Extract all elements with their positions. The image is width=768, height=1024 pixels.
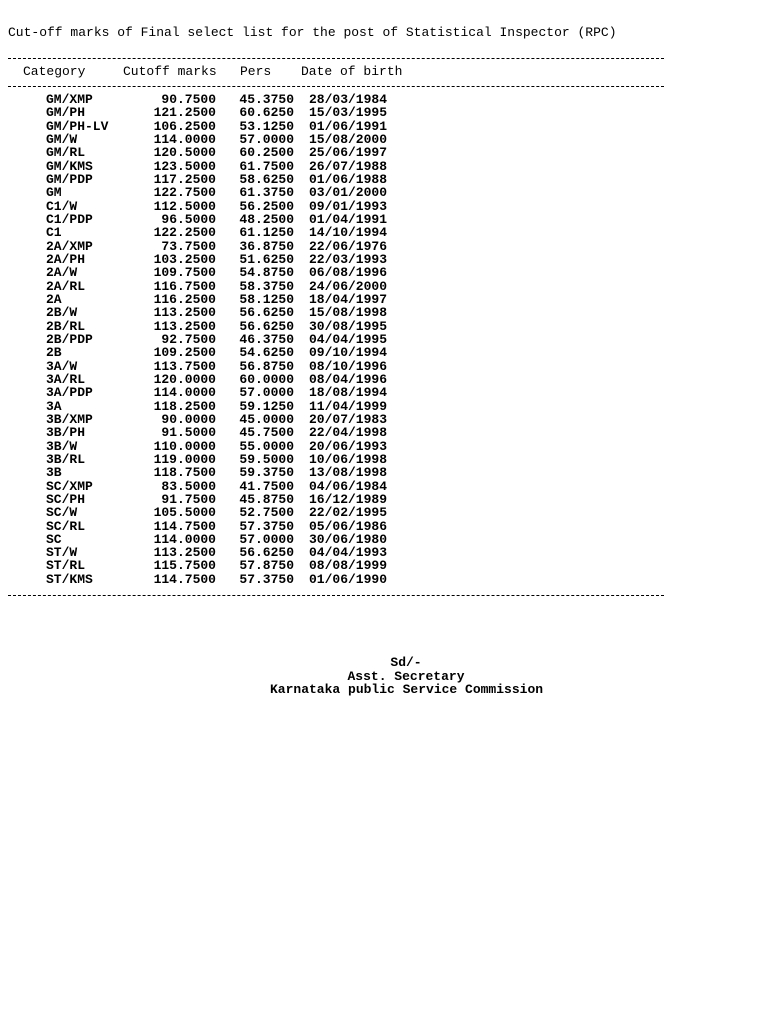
row-category: 3B/RL <box>46 451 86 467</box>
row-pers: 56.6250 <box>239 305 294 321</box>
row-category: 3B/W <box>46 438 78 454</box>
row-cutoff-marks: 106.2500 <box>153 118 216 134</box>
row-category: 3A/W <box>46 358 78 374</box>
row-date-of-birth: 14/10/1994 <box>309 225 388 241</box>
row-pers: 57.8750 <box>239 558 294 574</box>
row-pers: 60.2500 <box>239 145 294 161</box>
row-pers: 55.0000 <box>239 438 294 454</box>
table-row <box>0 333 768 346</box>
row-date-of-birth: 30/06/1980 <box>309 531 388 547</box>
row-category: ST/W <box>46 545 78 561</box>
row-pers: 58.1250 <box>239 291 294 307</box>
row-category: C1/W <box>46 198 78 214</box>
row-pers: 57.3750 <box>239 518 294 534</box>
table-row <box>0 160 768 173</box>
row-category: GM/W <box>46 131 78 147</box>
row-pers: 54.6250 <box>239 345 294 361</box>
table-row <box>0 226 768 239</box>
row-date-of-birth: 05/06/1986 <box>309 518 388 534</box>
signature-sd: Sd/- <box>390 655 422 670</box>
table-row <box>0 106 768 119</box>
row-category: 3B/PH <box>46 425 86 441</box>
row-category: GM <box>46 185 62 201</box>
row-date-of-birth: 13/08/1998 <box>309 465 388 481</box>
row-pers: 54.8750 <box>239 265 294 281</box>
row-pers: 45.3750 <box>239 92 294 107</box>
table-row <box>0 400 768 413</box>
row-pers: 56.2500 <box>239 198 294 214</box>
row-cutoff-marks: 105.5000 <box>153 505 216 521</box>
row-date-of-birth: 30/08/1995 <box>309 318 388 334</box>
row-pers: 61.1250 <box>239 225 294 241</box>
row-cutoff-marks: 90.7500 <box>161 92 216 107</box>
row-date-of-birth: 26/07/1988 <box>309 158 388 174</box>
table-row <box>0 373 768 386</box>
row-category: 3A/RL <box>46 371 86 387</box>
row-cutoff-marks: 118.2500 <box>153 398 216 414</box>
row-cutoff-marks: 110.0000 <box>153 438 216 454</box>
row-category: GM/PDP <box>46 171 93 187</box>
table-row <box>0 493 768 506</box>
row-date-of-birth: 04/04/1993 <box>309 545 388 561</box>
row-cutoff-marks: 103.2500 <box>153 251 216 267</box>
row-cutoff-marks: 123.5000 <box>153 158 216 174</box>
row-category: 3B/XMP <box>46 411 93 427</box>
row-pers: 60.0000 <box>239 371 294 387</box>
row-cutoff-marks: 114.0000 <box>153 385 216 401</box>
table-row <box>0 573 768 586</box>
table-row <box>0 306 768 319</box>
row-pers: 56.6250 <box>239 545 294 561</box>
row-pers: 41.7500 <box>239 478 294 494</box>
table-row <box>0 453 768 466</box>
row-date-of-birth: 22/03/1993 <box>309 251 388 267</box>
row-cutoff-marks: 73.7500 <box>161 238 216 254</box>
header-pers: Pers <box>240 64 272 79</box>
row-pers: 57.0000 <box>239 385 294 401</box>
row-date-of-birth: 09/10/1994 <box>309 345 388 361</box>
table-row <box>0 280 768 293</box>
row-date-of-birth: 04/06/1984 <box>309 478 388 494</box>
row-pers: 51.6250 <box>239 251 294 267</box>
row-cutoff-marks: 116.2500 <box>153 291 216 307</box>
row-date-of-birth: 15/03/1995 <box>309 105 388 121</box>
row-cutoff-marks: 118.7500 <box>153 465 216 481</box>
row-cutoff-marks: 122.7500 <box>153 185 216 201</box>
row-cutoff-marks: 90.0000 <box>161 411 216 427</box>
row-category: C1 <box>46 225 62 241</box>
table-row <box>0 360 768 373</box>
row-cutoff-marks: 120.5000 <box>153 145 216 161</box>
row-cutoff-marks: 113.7500 <box>153 358 216 374</box>
row-date-of-birth: 10/06/1998 <box>309 451 388 467</box>
row-date-of-birth: 25/06/1997 <box>309 145 388 161</box>
row-pers: 59.5000 <box>239 451 294 467</box>
row-pers: 59.1250 <box>239 398 294 414</box>
row-date-of-birth: 01/06/1990 <box>309 571 388 587</box>
cutoff-table-body <box>0 93 768 586</box>
row-category: GM/XMP <box>46 92 93 107</box>
row-pers: 48.2500 <box>239 211 294 227</box>
row-category: 3A <box>46 398 62 414</box>
row-date-of-birth: 08/04/1996 <box>309 371 388 387</box>
table-row <box>0 506 768 519</box>
row-pers: 57.0000 <box>239 131 294 147</box>
row-pers: 56.6250 <box>239 318 294 334</box>
row-date-of-birth: 18/08/1994 <box>309 385 388 401</box>
row-pers: 53.1250 <box>239 118 294 134</box>
header-cutoff-marks: Cutoff marks <box>123 64 217 79</box>
row-date-of-birth: 15/08/1998 <box>309 305 388 321</box>
row-cutoff-marks: 96.5000 <box>161 211 216 227</box>
row-cutoff-marks: 121.2500 <box>153 105 216 121</box>
table-row <box>0 413 768 426</box>
row-category: ST/RL <box>46 558 86 574</box>
table-row <box>0 200 768 213</box>
row-cutoff-marks: 109.2500 <box>153 345 216 361</box>
table-row <box>0 426 768 439</box>
row-date-of-birth: 06/08/1996 <box>309 265 388 281</box>
row-date-of-birth: 08/08/1999 <box>309 558 388 574</box>
row-pers: 60.6250 <box>239 105 294 121</box>
row-cutoff-marks: 91.7500 <box>161 491 216 507</box>
table-row <box>0 533 768 546</box>
row-cutoff-marks: 122.2500 <box>153 225 216 241</box>
row-category: GM/RL <box>46 145 86 161</box>
document-title: Cut-off marks of Final select list for the post of Statistical Inspector (RPC) <box>8 25 617 40</box>
row-category: 2A <box>46 291 62 307</box>
row-category: C1/PDP <box>46 211 93 227</box>
signature-block <box>270 656 542 697</box>
table-row <box>0 146 768 159</box>
signature-designation: Asst. Secretary <box>347 668 465 684</box>
row-pers: 59.3750 <box>239 465 294 481</box>
row-category: 2B <box>46 345 62 361</box>
table-row <box>0 173 768 186</box>
signature-organization: Karnataka public Service Commission <box>270 682 544 697</box>
row-category: SC/PH <box>46 491 86 507</box>
row-date-of-birth: 24/06/2000 <box>309 278 388 294</box>
row-date-of-birth: 08/10/1996 <box>309 358 388 374</box>
table-row <box>0 480 768 493</box>
row-date-of-birth: 03/01/2000 <box>309 185 388 201</box>
row-date-of-birth: 01/04/1991 <box>309 211 388 227</box>
row-cutoff-marks: 113.2500 <box>153 545 216 561</box>
row-date-of-birth: 20/06/1993 <box>309 438 388 454</box>
row-category: SC/XMP <box>46 478 93 494</box>
row-pers: 56.8750 <box>239 358 294 374</box>
row-pers: 45.7500 <box>239 425 294 441</box>
table-row <box>0 186 768 199</box>
row-date-of-birth: 28/03/1984 <box>309 92 388 107</box>
table-row <box>0 559 768 572</box>
table-row <box>0 466 768 479</box>
table-row <box>0 120 768 133</box>
row-date-of-birth: 20/07/1983 <box>309 411 388 427</box>
header-category: Category <box>23 64 86 79</box>
row-category: ST/KMS <box>46 571 93 587</box>
row-date-of-birth: 22/06/1976 <box>309 238 388 254</box>
row-category: 3A/PDP <box>46 385 93 401</box>
row-category: SC/W <box>46 505 78 521</box>
row-category: GM/KMS <box>46 158 93 174</box>
row-pers: 45.8750 <box>239 491 294 507</box>
row-cutoff-marks: 117.2500 <box>153 171 216 187</box>
row-pers: 61.3750 <box>239 185 294 201</box>
table-row <box>0 520 768 533</box>
row-category: 2A/PH <box>46 251 86 267</box>
table-row <box>0 440 768 453</box>
row-pers: 57.3750 <box>239 571 294 587</box>
row-date-of-birth: 22/04/1998 <box>309 425 388 441</box>
row-date-of-birth: 04/04/1995 <box>309 331 388 347</box>
table-row <box>0 240 768 253</box>
table-row <box>0 346 768 359</box>
row-pers: 58.6250 <box>239 171 294 187</box>
row-pers: 46.3750 <box>239 331 294 347</box>
row-pers: 45.0000 <box>239 411 294 427</box>
table-row <box>0 293 768 306</box>
row-category: 2A/RL <box>46 278 86 294</box>
header-top-rule <box>8 58 664 59</box>
row-cutoff-marks: 114.0000 <box>153 131 216 147</box>
row-date-of-birth: 11/04/1999 <box>309 398 388 414</box>
table-row <box>0 133 768 146</box>
row-date-of-birth: 15/08/2000 <box>309 131 388 147</box>
table-row <box>0 93 768 106</box>
row-cutoff-marks: 115.7500 <box>153 558 216 574</box>
row-date-of-birth: 01/06/1988 <box>309 171 388 187</box>
header-date-of-birth: Date of birth <box>301 64 403 79</box>
row-date-of-birth: 16/12/1989 <box>309 491 388 507</box>
row-category: GM/PH-LV <box>46 118 109 134</box>
row-cutoff-marks: 114.0000 <box>153 531 216 547</box>
row-category: 2B/W <box>46 305 78 321</box>
row-cutoff-marks: 109.7500 <box>153 265 216 281</box>
row-cutoff-marks: 113.2500 <box>153 318 216 334</box>
row-cutoff-marks: 112.5000 <box>153 198 216 214</box>
row-category: SC <box>46 531 62 547</box>
row-pers: 36.8750 <box>239 238 294 254</box>
row-cutoff-marks: 116.7500 <box>153 278 216 294</box>
row-cutoff-marks: 114.7500 <box>153 518 216 534</box>
row-cutoff-marks: 114.7500 <box>153 571 216 587</box>
table-row <box>0 546 768 559</box>
table-row <box>0 253 768 266</box>
row-category: 2A/XMP <box>46 238 93 254</box>
row-pers: 57.0000 <box>239 531 294 547</box>
row-cutoff-marks: 92.7500 <box>161 331 216 347</box>
row-date-of-birth: 18/04/1997 <box>309 291 388 307</box>
row-date-of-birth: 09/01/1993 <box>309 198 388 214</box>
row-cutoff-marks: 119.0000 <box>153 451 216 467</box>
table-row <box>0 386 768 399</box>
row-category: 2B/PDP <box>46 331 93 347</box>
row-cutoff-marks: 91.5000 <box>161 425 216 441</box>
row-category: 2B/RL <box>46 318 86 334</box>
row-date-of-birth: 22/02/1995 <box>309 505 388 521</box>
row-category: GM/PH <box>46 105 86 121</box>
header-bottom-rule <box>8 86 664 87</box>
table-row <box>0 320 768 333</box>
row-pers: 52.7500 <box>239 505 294 521</box>
row-category: SC/RL <box>46 518 86 534</box>
row-category: 2A/W <box>46 265 78 281</box>
row-pers: 61.7500 <box>239 158 294 174</box>
row-date-of-birth: 01/06/1991 <box>309 118 388 134</box>
row-category: 3B <box>46 465 62 481</box>
table-row <box>0 266 768 279</box>
row-cutoff-marks: 113.2500 <box>153 305 216 321</box>
table-bottom-rule <box>8 595 664 596</box>
row-pers: 58.3750 <box>239 278 294 294</box>
row-cutoff-marks: 83.5000 <box>161 478 216 494</box>
table-row <box>0 213 768 226</box>
row-cutoff-marks: 120.0000 <box>153 371 216 387</box>
